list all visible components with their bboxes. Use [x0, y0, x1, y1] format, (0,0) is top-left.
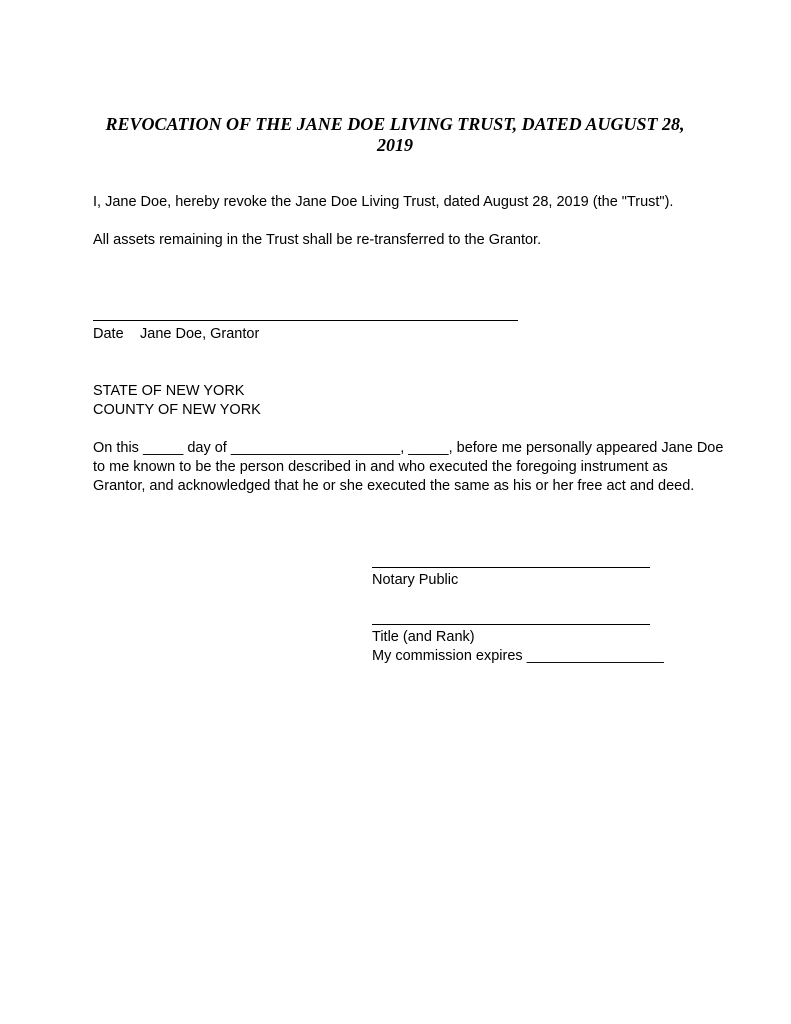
notary-signature-line: [372, 567, 650, 568]
notary-public-label: Notary Public: [372, 572, 459, 588]
acknowledgment-paragraph: [93, 439, 723, 496]
commission-expires-label: My commission expires _________________: [372, 648, 664, 664]
notary-title-line: [372, 624, 650, 625]
venue-block: [93, 382, 261, 420]
acknowledgment-line-2: to me known to be the person described in and who executed the foregoing instrument as: [93, 459, 668, 475]
signature-labels: [93, 325, 259, 344]
date-label: Date: [93, 326, 124, 342]
revocation-statement: I, Jane Doe, hereby revoke the Jane Doe Living Trust, dated August 28, 2019 (the "Trust").: [93, 194, 674, 210]
document-title: REVOCATION OF THE JANE DOE LIVING TRUST, DATED AUGUST 28, 2019: [105, 114, 685, 155]
notary-title-label: Title (and Rank): [372, 629, 475, 645]
asset-transfer-statement: All assets remaining in the Trust shall be re-transferred to the Grantor.: [93, 232, 542, 248]
acknowledgment-line-1: On this _____ day of _____________________, _____, before me personally appeared Jane Doe: [93, 440, 724, 456]
acknowledgment-line-3: Grantor, and acknowledged that he or she executed the same as his or her free act and deed.: [93, 478, 695, 494]
grantor-signature-line: [93, 320, 518, 321]
grantor-label: Jane Doe, Grantor: [140, 326, 260, 342]
county-label: COUNTY OF NEW YORK: [93, 402, 261, 418]
state-label: STATE OF NEW YORK: [93, 383, 245, 399]
